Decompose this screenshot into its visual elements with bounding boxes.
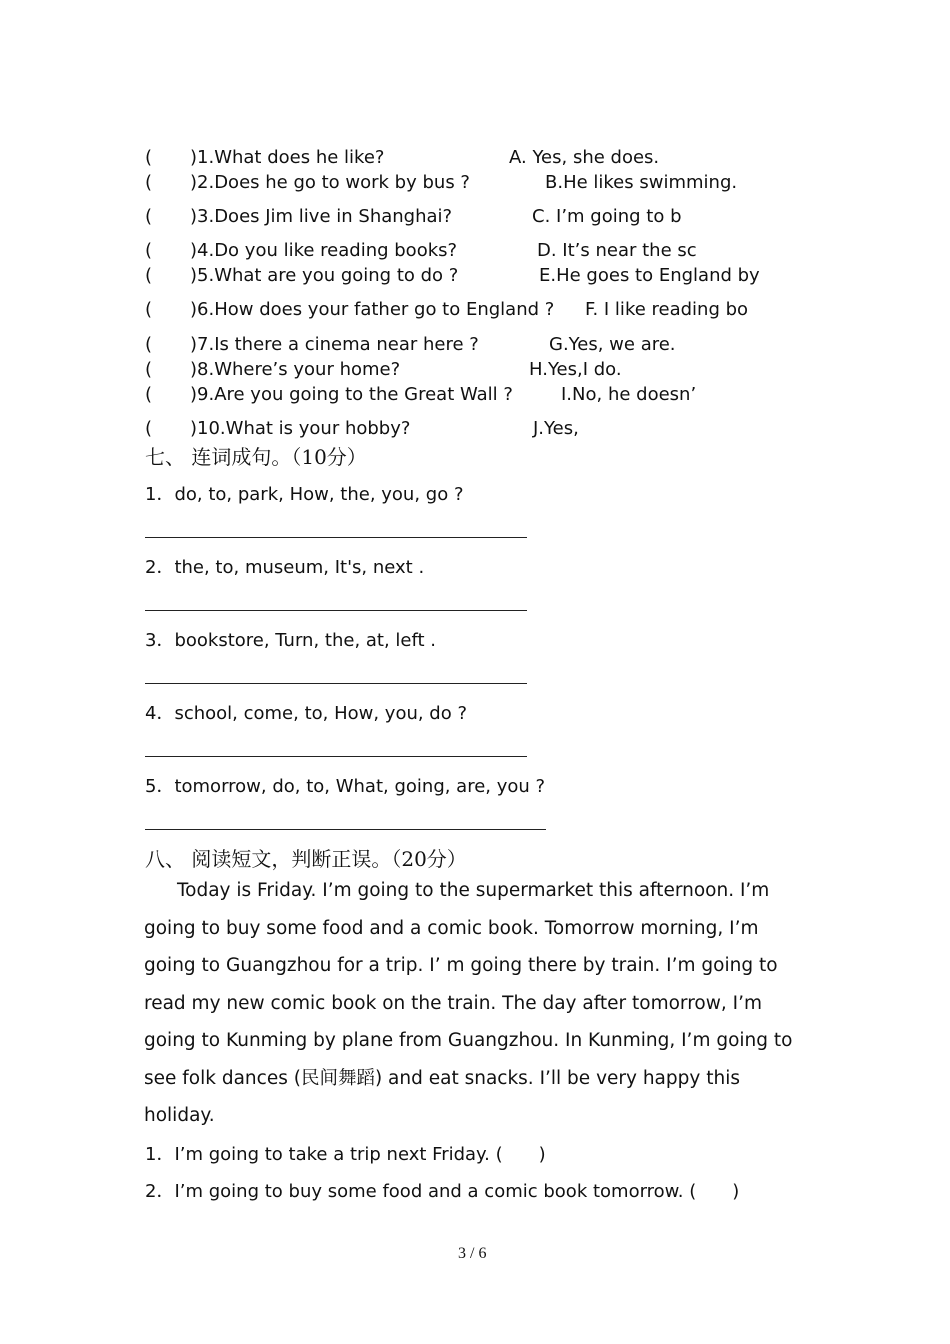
matching-answer: B.He likes swimming. bbox=[545, 172, 738, 193]
matching-answer: A. Yes, she does. bbox=[509, 147, 660, 168]
answer-line[interactable] bbox=[145, 683, 527, 684]
matching-answer: J.Yes, bbox=[533, 418, 579, 439]
matching-answer: D. It’s near the sc bbox=[537, 240, 697, 261]
sentence-prompt: 4．school, come, to, How, you, do ? bbox=[145, 703, 468, 724]
matching-question: )7.Is there a cinema near here ? bbox=[190, 334, 479, 355]
matching-question: )9.Are you going to the Great Wall ? bbox=[190, 384, 513, 405]
page-number: 3 / 6 bbox=[458, 1245, 487, 1262]
matching-answer: E.He goes to England by bbox=[539, 265, 760, 286]
matching-question: )6.How does your father go to England ? bbox=[190, 299, 555, 320]
answer-blank: ( bbox=[145, 418, 153, 439]
answer-line[interactable] bbox=[145, 610, 527, 611]
answer-line[interactable] bbox=[145, 829, 546, 830]
answer-blank: ( bbox=[145, 147, 153, 168]
matching-question: )2.Does he go to work by bus ? bbox=[190, 172, 470, 193]
matching-question: )8.Where’s your home? bbox=[190, 359, 401, 380]
matching-answer: C. I’m going to b bbox=[532, 206, 682, 227]
answer-line[interactable] bbox=[145, 537, 527, 538]
answer-blank: ( bbox=[145, 359, 153, 380]
matching-question: )3.Does Jim live in Shanghai? bbox=[190, 206, 453, 227]
matching-question: )4.Do you like reading books? bbox=[190, 240, 458, 261]
matching-question: )1.What does he like? bbox=[190, 147, 385, 168]
reading-passage: Today is Friday. I’m going to the supermarket this afternoon. I’m going to buy some food and a comic book. Tomorrow morning, I’m going to Guangzhou for a trip. I’ m going there by train. I’m going to read my new comic book on the train. The day after tomorrow, I’m going to Kunming by plane from Guangzhou. In Kunming, I’m going to see folk dances (民间舞蹈) and eat snacks. I’ll be very happy this holiday. bbox=[144, 880, 793, 1126]
answer-blank: ( bbox=[145, 172, 153, 193]
matching-answer: I.No, he doesn’ bbox=[561, 384, 697, 405]
sentence-prompt: 1．do, to, park, How, the, you, go ? bbox=[145, 484, 464, 505]
true-false-question: 1．I’m going to take a trip next Friday. ( ) bbox=[145, 1144, 546, 1165]
answer-blank: ( bbox=[145, 384, 153, 405]
matching-answer: G.Yes, we are. bbox=[549, 334, 676, 355]
section-title: 七、 连词成句。（10分） bbox=[145, 445, 367, 469]
sentence-prompt: 3．bookstore, Turn, the, at, left . bbox=[145, 630, 437, 651]
answer-blank: ( bbox=[145, 240, 153, 261]
matching-question: )5.What are you going to do ? bbox=[190, 265, 459, 286]
sentence-prompt: 5．tomorrow, do, to, What, going, are, you ? bbox=[145, 776, 546, 797]
answer-blank: ( bbox=[145, 299, 153, 320]
answer-blank: ( bbox=[145, 334, 153, 355]
answer-line[interactable] bbox=[145, 756, 527, 757]
section-title: 八、 阅读短文，判断正误。（20分） bbox=[145, 847, 467, 871]
matching-question: )10.What is your hobby? bbox=[190, 418, 411, 439]
sentence-prompt: 2．the, to, museum, It's, next . bbox=[145, 557, 425, 578]
answer-blank: ( bbox=[145, 206, 153, 227]
matching-answer: H.Yes,I do. bbox=[529, 359, 622, 380]
answer-blank: ( bbox=[145, 265, 153, 286]
matching-answer: F. I like reading bo bbox=[585, 299, 749, 320]
true-false-question: 2．I’m going to buy some food and a comic book tomorrow. ( ) bbox=[145, 1181, 740, 1202]
